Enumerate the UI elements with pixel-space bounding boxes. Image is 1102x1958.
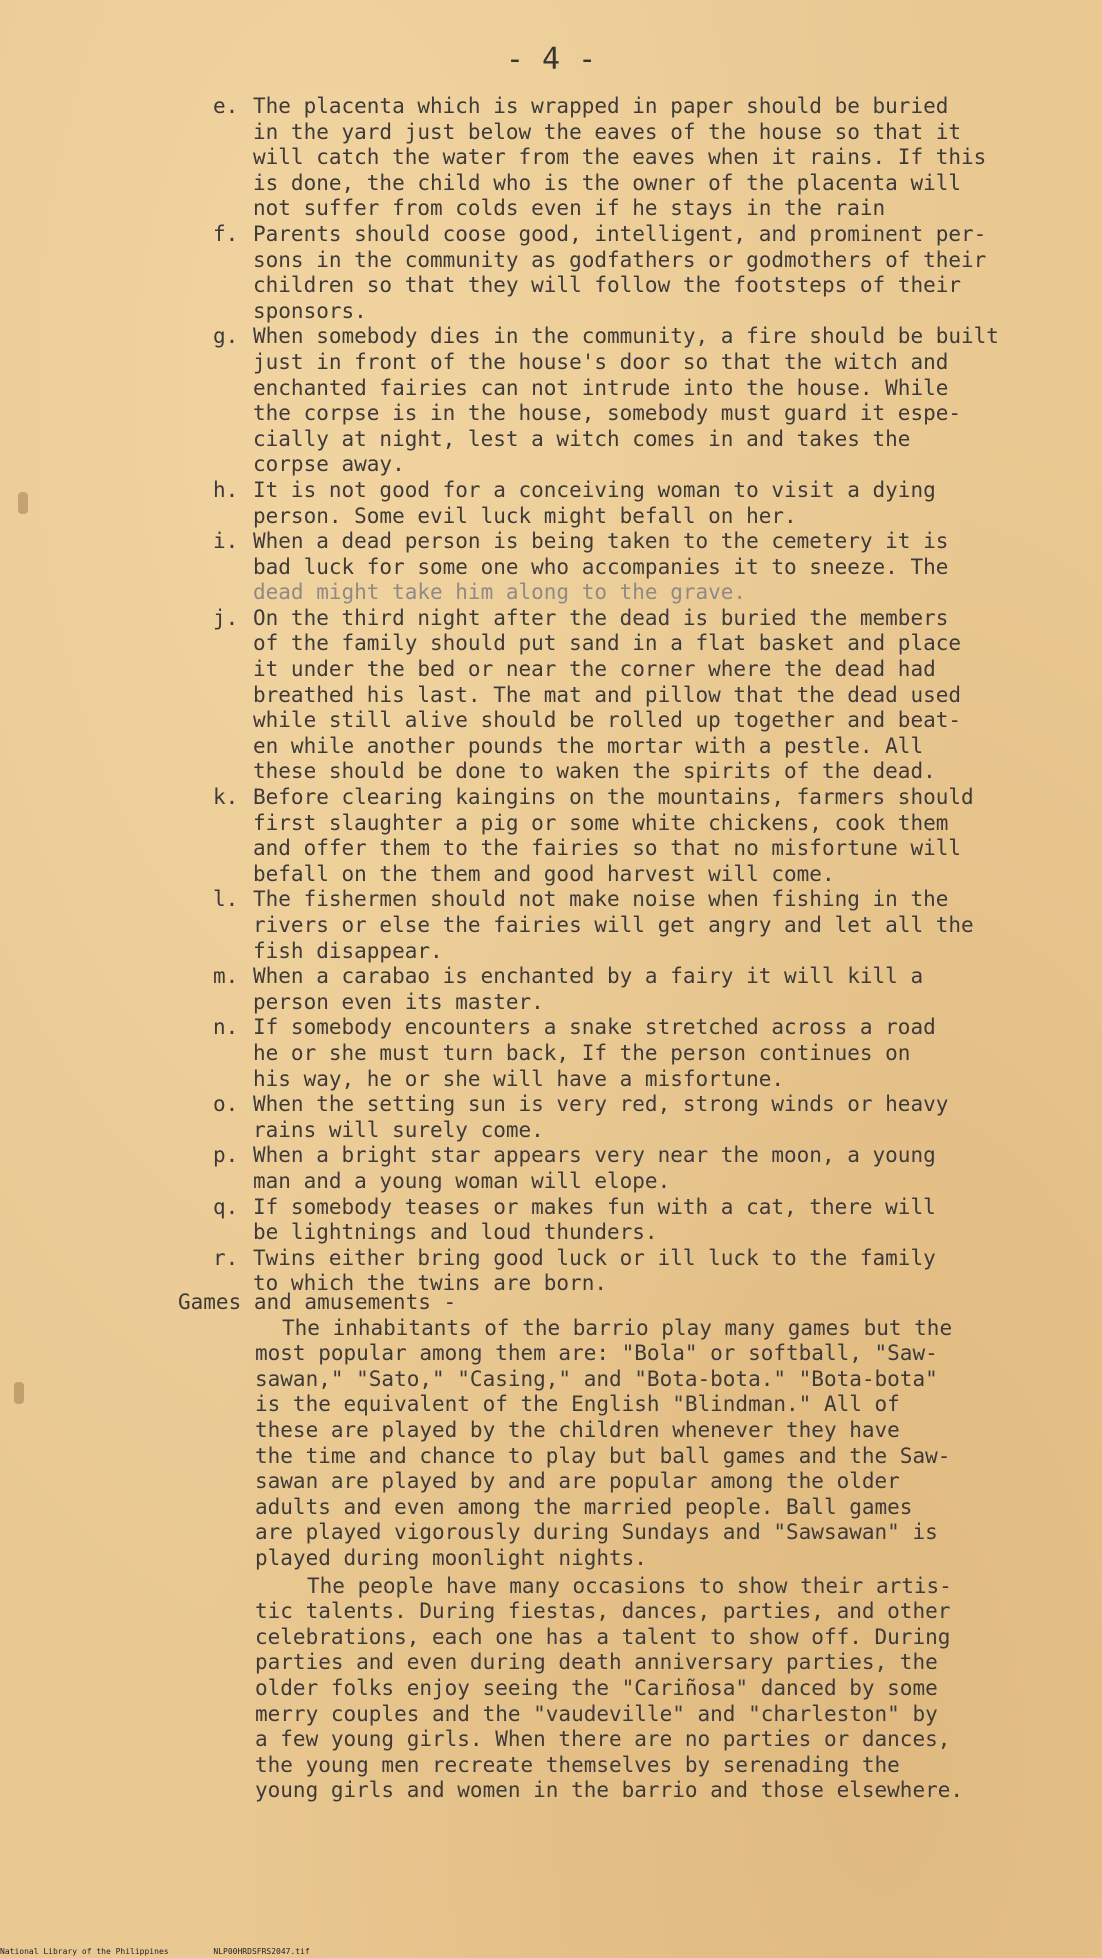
text-line: person. Some evil luck might befall on her. xyxy=(253,503,797,528)
text-line: Before clearing kaingins on the mountains, farmers should xyxy=(253,785,974,810)
text-line: it under the bed or near the corner where the dead had xyxy=(253,657,936,682)
text-line: It is not good for a conceiving woman to visit a dying xyxy=(253,477,936,502)
text-line: If somebody encounters a snake stretched across a road xyxy=(253,1015,936,1040)
text-line: be lightnings and loud thunders. xyxy=(253,1220,658,1245)
text-line: tic talents. During fiestas, dances, parties, and other xyxy=(255,1599,951,1624)
page-edge-mark xyxy=(18,492,28,514)
text-line: The inhabitants of the barrio play many games but the xyxy=(282,1315,953,1340)
list-item-letter: e. xyxy=(213,94,239,118)
text-line: When the setting sun is very red, strong winds or heavy xyxy=(253,1092,949,1117)
text-line: sawan are played by and are popular among the older xyxy=(255,1469,900,1494)
text-line: cially at night, lest a witch comes in and takes the xyxy=(253,426,911,451)
text-line: When a carabao is enchanted by a fairy it will kill a xyxy=(253,964,924,989)
text-line: not suffer from colds even if he stays in the rain xyxy=(253,196,886,221)
text-line: and offer them to the fairies so that no misfortune will xyxy=(253,836,962,861)
page-edge-mark xyxy=(14,1382,24,1404)
text-line: in the yard just below the eaves of the house so that it xyxy=(253,119,962,144)
list-item xyxy=(213,324,1013,478)
superstition-list xyxy=(213,94,1013,1297)
text-line: a few young girls. When there are no parties or dances, xyxy=(255,1727,951,1752)
text-line: played during moonlight nights. xyxy=(255,1545,647,1570)
list-item xyxy=(213,887,1013,964)
list-item xyxy=(213,94,1013,222)
text-line: When somebody dies in the community, a fire should be built xyxy=(253,324,999,349)
text-line: sons in the community as godfathers or godmothers of their xyxy=(253,247,987,272)
text-line: person even its master. xyxy=(253,989,544,1014)
list-item xyxy=(213,529,1013,606)
list-item-letter: j. xyxy=(213,605,239,630)
text-line: man and a young woman will elope. xyxy=(253,1168,671,1193)
text-line: The people have many occasions to show their artis- xyxy=(307,1573,952,1598)
text-line: merry couples and the "vaudeville" and "charleston" by xyxy=(255,1701,938,1726)
text-line: en while another pounds the mortar with a pestle. All xyxy=(253,733,924,758)
list-item-text xyxy=(253,785,1013,887)
text-line: sawan," "Sato," "Casing," and "Bota-bota." "Bota-bota" xyxy=(255,1366,938,1391)
section-heading: Games and amusements - xyxy=(178,1290,457,1314)
text-line: rains will surely come. xyxy=(253,1117,544,1142)
text-line: parties and even during death anniversary parties, the xyxy=(255,1650,938,1675)
text-line: is the equivalent of the English "Blindman." All of xyxy=(255,1392,900,1417)
list-item-letter: l. xyxy=(213,887,239,912)
text-line: sponsors. xyxy=(253,298,367,323)
list-item xyxy=(213,222,1013,324)
list-item-text xyxy=(253,1195,1013,1246)
list-item xyxy=(213,478,1013,529)
text-line: fish disappear. xyxy=(253,938,443,963)
talents-paragraph xyxy=(255,1574,1038,1804)
list-item-letter: m. xyxy=(213,964,239,989)
list-item-letter: i. xyxy=(213,529,239,554)
text-line: the corpse is in the house, somebody must guard it espe- xyxy=(253,401,962,426)
list-item xyxy=(213,785,1013,887)
text-line: is done, the child who is the owner of the placenta will xyxy=(253,170,962,195)
text-line: these are played by the children whenever they have xyxy=(255,1417,900,1442)
text-line: are played vigorously during Sundays and "Sawsawan" is xyxy=(255,1520,938,1545)
text-line: When a bright star appears very near the moon, a young xyxy=(253,1143,936,1168)
scan-footer xyxy=(0,1947,1102,1956)
text-line: celebrations, each one has a talent to show off. During xyxy=(255,1624,951,1649)
list-item xyxy=(213,1092,1013,1143)
text-line: On the third night after the dead is buried the members xyxy=(253,605,949,630)
list-item-text xyxy=(253,222,1013,324)
text-line: dead might take him along to the grave. xyxy=(253,580,747,605)
text-line: the young men recreate themselves by serenading the xyxy=(255,1752,900,1777)
text-line: his way, he or she will have a misfortune. xyxy=(253,1066,785,1091)
list-item-text xyxy=(253,324,1013,478)
text-line: adults and even among the married people. Ball games xyxy=(255,1494,913,1519)
list-item-text xyxy=(253,606,1013,785)
text-line: befall on the them and good harvest will come. xyxy=(253,861,835,886)
list-item-text xyxy=(253,887,1013,964)
list-item-letter: n. xyxy=(213,1015,239,1040)
games-paragraph xyxy=(255,1316,1038,1572)
list-item xyxy=(213,606,1013,785)
text-line: of the family should put sand in a flat basket and place xyxy=(253,631,962,656)
text-line: Twins either bring good luck or ill luck to the family xyxy=(253,1245,936,1270)
text-line: Parents should coose good, intelligent, and prominent per- xyxy=(253,221,987,246)
text-line: the time and chance to play but ball games and the Saw- xyxy=(255,1443,951,1468)
list-item-letter: o. xyxy=(213,1092,239,1117)
text-line: The fishermen should not make noise when fishing in the xyxy=(253,887,949,912)
list-item xyxy=(213,1143,1013,1194)
games-section xyxy=(178,1290,1038,1804)
text-line: children so that they will follow the footsteps of their xyxy=(253,273,962,298)
list-item xyxy=(213,964,1013,1015)
list-item-text xyxy=(253,1015,1013,1092)
list-item-text xyxy=(253,1092,1013,1143)
page-number: - 4 - xyxy=(505,42,597,77)
list-item-letter: f. xyxy=(213,221,239,246)
text-line: breathed his last. The mat and pillow that the dead used xyxy=(253,682,962,707)
text-line: while still alive should be rolled up together and beat- xyxy=(253,708,962,733)
text-line: most popular among them are: "Bola" or softball, "Saw- xyxy=(255,1341,938,1366)
text-line: enchanted fairies can not intrude into the house. While xyxy=(253,375,949,400)
list-item xyxy=(213,1015,1013,1092)
list-item-text xyxy=(253,1143,1013,1194)
list-item-letter: p. xyxy=(213,1143,239,1168)
list-item-letter: r. xyxy=(213,1245,239,1270)
text-line: these should be done to waken the spirits of the dead. xyxy=(253,759,936,784)
list-item xyxy=(213,1195,1013,1246)
text-line: first slaughter a pig or some white chickens, cook them xyxy=(253,810,949,835)
text-line: will catch the water from the eaves when it rains. If this xyxy=(253,145,987,170)
text-line: older folks enjoy seeing the "Cariñosa" danced by some xyxy=(255,1675,938,1700)
list-item-text xyxy=(253,529,1013,606)
text-line: If somebody teases or makes fun with a cat, there will xyxy=(253,1194,936,1219)
text-line: young girls and women in the barrio and those elsewhere. xyxy=(255,1778,964,1803)
text-line: he or she must turn back, If the person continues on xyxy=(253,1040,911,1065)
footer-library: National Library of the Philippines xyxy=(0,1947,169,1956)
text-line: bad luck for some one who accompanies it to sneeze. The xyxy=(253,554,949,579)
text-line: When a dead person is being taken to the cemetery it is xyxy=(253,529,949,554)
list-item-letter: h. xyxy=(213,477,239,502)
list-item-letter: q. xyxy=(213,1194,239,1219)
footer-file: NLP00HRDSFRS2047.tif xyxy=(213,1947,310,1956)
list-item-text xyxy=(253,964,1013,1015)
list-item-text xyxy=(253,94,1013,222)
text-line: to which the twins are born. xyxy=(253,1271,608,1296)
text-line: corpse away. xyxy=(253,452,405,477)
list-item-letter: k. xyxy=(213,785,239,810)
text-line: just in front of the house's door so that the witch and xyxy=(253,349,949,374)
text-line: The placenta which is wrapped in paper should be buried xyxy=(253,94,949,118)
list-item-text xyxy=(253,478,1013,529)
list-item-letter: g. xyxy=(213,324,239,349)
text-line: rivers or else the fairies will get angry and let all the xyxy=(253,913,974,937)
